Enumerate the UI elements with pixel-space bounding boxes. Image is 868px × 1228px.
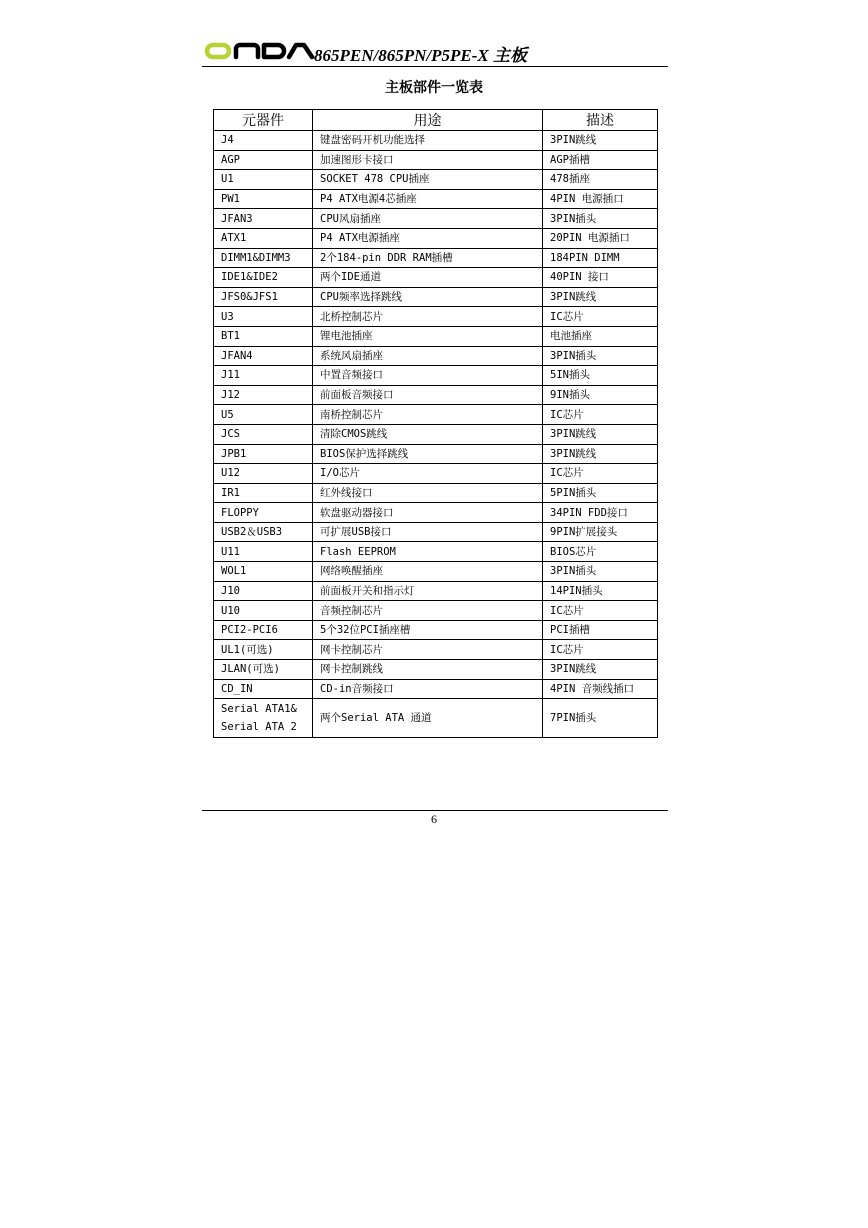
table-row [214,581,658,601]
component-cell: PW1 [214,189,313,209]
table-row [214,562,658,582]
usage-cell: 网络唤醒插座 [313,562,543,582]
component-cell: IR1 [214,483,313,503]
component-cell: JFS0&JFS1 [214,287,313,307]
table-row [214,228,658,248]
description-cell: BIOS芯片 [543,542,658,562]
component-cell: J12 [214,385,313,405]
usage-cell: 锂电池插座 [313,326,543,346]
usage-cell: P4 ATX电源4芯插座 [313,189,543,209]
column-header-usage: 用途 [313,110,543,131]
description-cell: PCI插槽 [543,620,658,640]
table-row [214,444,658,464]
column-header-description: 描述 [543,110,658,131]
description-cell: 3PIN跳线 [543,424,658,444]
component-cell: PCI2-PCI6 [214,620,313,640]
components-table [213,109,658,738]
usage-cell: 两个IDE通道 [313,268,543,288]
component-cell: J4 [214,131,313,151]
component-cell: USB2＆USB3 [214,522,313,542]
description-cell: 4PIN 音频线插口 [543,679,658,699]
table-row [214,522,658,542]
component-cell: JCS [214,424,313,444]
table-row [214,483,658,503]
usage-cell: 网卡控制芯片 [313,640,543,660]
table-row [214,620,658,640]
page-title: 主板部件一览表 [385,80,483,96]
table-row [214,464,658,484]
usage-cell: 前面板音频接口 [313,385,543,405]
description-cell: 3PIN跳线 [543,287,658,307]
table-row [214,660,658,680]
table-row [214,679,658,699]
table-row [214,640,658,660]
usage-cell: 两个Serial ATA 通道 [313,699,543,738]
component-cell: WOL1 [214,562,313,582]
description-cell: 184PIN DIMM [543,248,658,268]
description-cell: 9IN插头 [543,385,658,405]
table-row [214,542,658,562]
component-cell: Serial ATA1& Serial ATA 2 [214,699,313,738]
table-row [214,150,658,170]
component-cell: JFAN3 [214,209,313,229]
component-cell: U1 [214,170,313,190]
component-cell: ATX1 [214,228,313,248]
component-cell: U11 [214,542,313,562]
component-cell: CD_IN [214,679,313,699]
component-cell: IDE1&IDE2 [214,268,313,288]
table-row [214,366,658,386]
usage-cell: 红外线接口 [313,483,543,503]
usage-cell: 音频控制芯片 [313,601,543,621]
usage-cell: 键盘密码开机功能选择 [313,131,543,151]
table-body [214,131,658,738]
description-cell: 9PIN扩展接头 [543,522,658,542]
table-row [214,424,658,444]
document-title: 865PEN/865PN/P5PE-X 主板 [314,46,527,65]
component-cell: U12 [214,464,313,484]
component-cell: JLAN(可选) [214,660,313,680]
description-cell: IC芯片 [543,307,658,327]
description-cell: 478插座 [543,170,658,190]
usage-cell: 北桥控制芯片 [313,307,543,327]
description-cell: 3PIN插头 [543,209,658,229]
table-row [214,287,658,307]
header-divider [202,66,668,67]
table-header-row [214,110,658,131]
description-cell: IC芯片 [543,601,658,621]
description-cell: 34PIN FDD接口 [543,503,658,523]
usage-cell: 南桥控制芯片 [313,405,543,425]
description-cell: 电池插座 [543,326,658,346]
component-cell: DIMM1&DIMM3 [214,248,313,268]
page-number: 6 [431,812,437,826]
description-cell: 20PIN 电源插口 [543,228,658,248]
component-cell: FLOPPY [214,503,313,523]
component-cell: BT1 [214,326,313,346]
description-cell: IC芯片 [543,464,658,484]
table-row [214,326,658,346]
usage-cell: CPU频率选择跳线 [313,287,543,307]
component-cell: JFAN4 [214,346,313,366]
table-row [214,699,658,738]
description-cell: 3PIN跳线 [543,444,658,464]
table-row [214,385,658,405]
page-header [202,38,668,66]
table-row [214,170,658,190]
usage-cell: 清除CMOS跳线 [313,424,543,444]
table-row [214,307,658,327]
usage-cell: 2个184-pin DDR RAM插槽 [313,248,543,268]
description-cell: 5PIN插头 [543,483,658,503]
description-cell: AGP插槽 [543,150,658,170]
description-cell: IC芯片 [543,640,658,660]
description-cell: 3PIN跳线 [543,131,658,151]
description-cell: 5IN插头 [543,366,658,386]
description-cell: 3PIN插头 [543,346,658,366]
table-row [214,248,658,268]
component-cell: U3 [214,307,313,327]
description-cell: 14PIN插头 [543,581,658,601]
table-row [214,189,658,209]
usage-cell: CPU风扇插座 [313,209,543,229]
table-row [214,601,658,621]
table-row [214,131,658,151]
component-cell: AGP [214,150,313,170]
column-header-component: 元器件 [214,110,313,131]
onda-logo [204,39,316,63]
table-row [214,503,658,523]
table-row [214,268,658,288]
description-cell: 3PIN跳线 [543,660,658,680]
component-cell: U5 [214,405,313,425]
usage-cell: 加速图形卡接口 [313,150,543,170]
table-row [214,405,658,425]
table-row [214,346,658,366]
usage-cell: SOCKET 478 CPU插座 [313,170,543,190]
usage-cell: Flash EEPROM [313,542,543,562]
table-row [214,209,658,229]
usage-cell: BIOS保护选择跳线 [313,444,543,464]
usage-cell: I/O芯片 [313,464,543,484]
description-cell: 40PIN 接口 [543,268,658,288]
usage-cell: 系统风扇插座 [313,346,543,366]
usage-cell: 中置音频接口 [313,366,543,386]
component-cell: UL1(可选) [214,640,313,660]
component-cell: JPB1 [214,444,313,464]
usage-cell: 可扩展USB接口 [313,522,543,542]
usage-cell: 软盘驱动器接口 [313,503,543,523]
component-cell: J11 [214,366,313,386]
component-cell: U10 [214,601,313,621]
description-cell: IC芯片 [543,405,658,425]
description-cell: 4PIN 电源插口 [543,189,658,209]
usage-cell: P4 ATX电源插座 [313,228,543,248]
footer-divider [202,810,668,811]
component-cell: J10 [214,581,313,601]
usage-cell: 网卡控制跳线 [313,660,543,680]
usage-cell: CD-in音频接口 [313,679,543,699]
usage-cell: 5个32位PCI插座槽 [313,620,543,640]
description-cell: 3PIN插头 [543,562,658,582]
usage-cell: 前面板开关和指示灯 [313,581,543,601]
description-cell: 7PIN插头 [543,699,658,738]
